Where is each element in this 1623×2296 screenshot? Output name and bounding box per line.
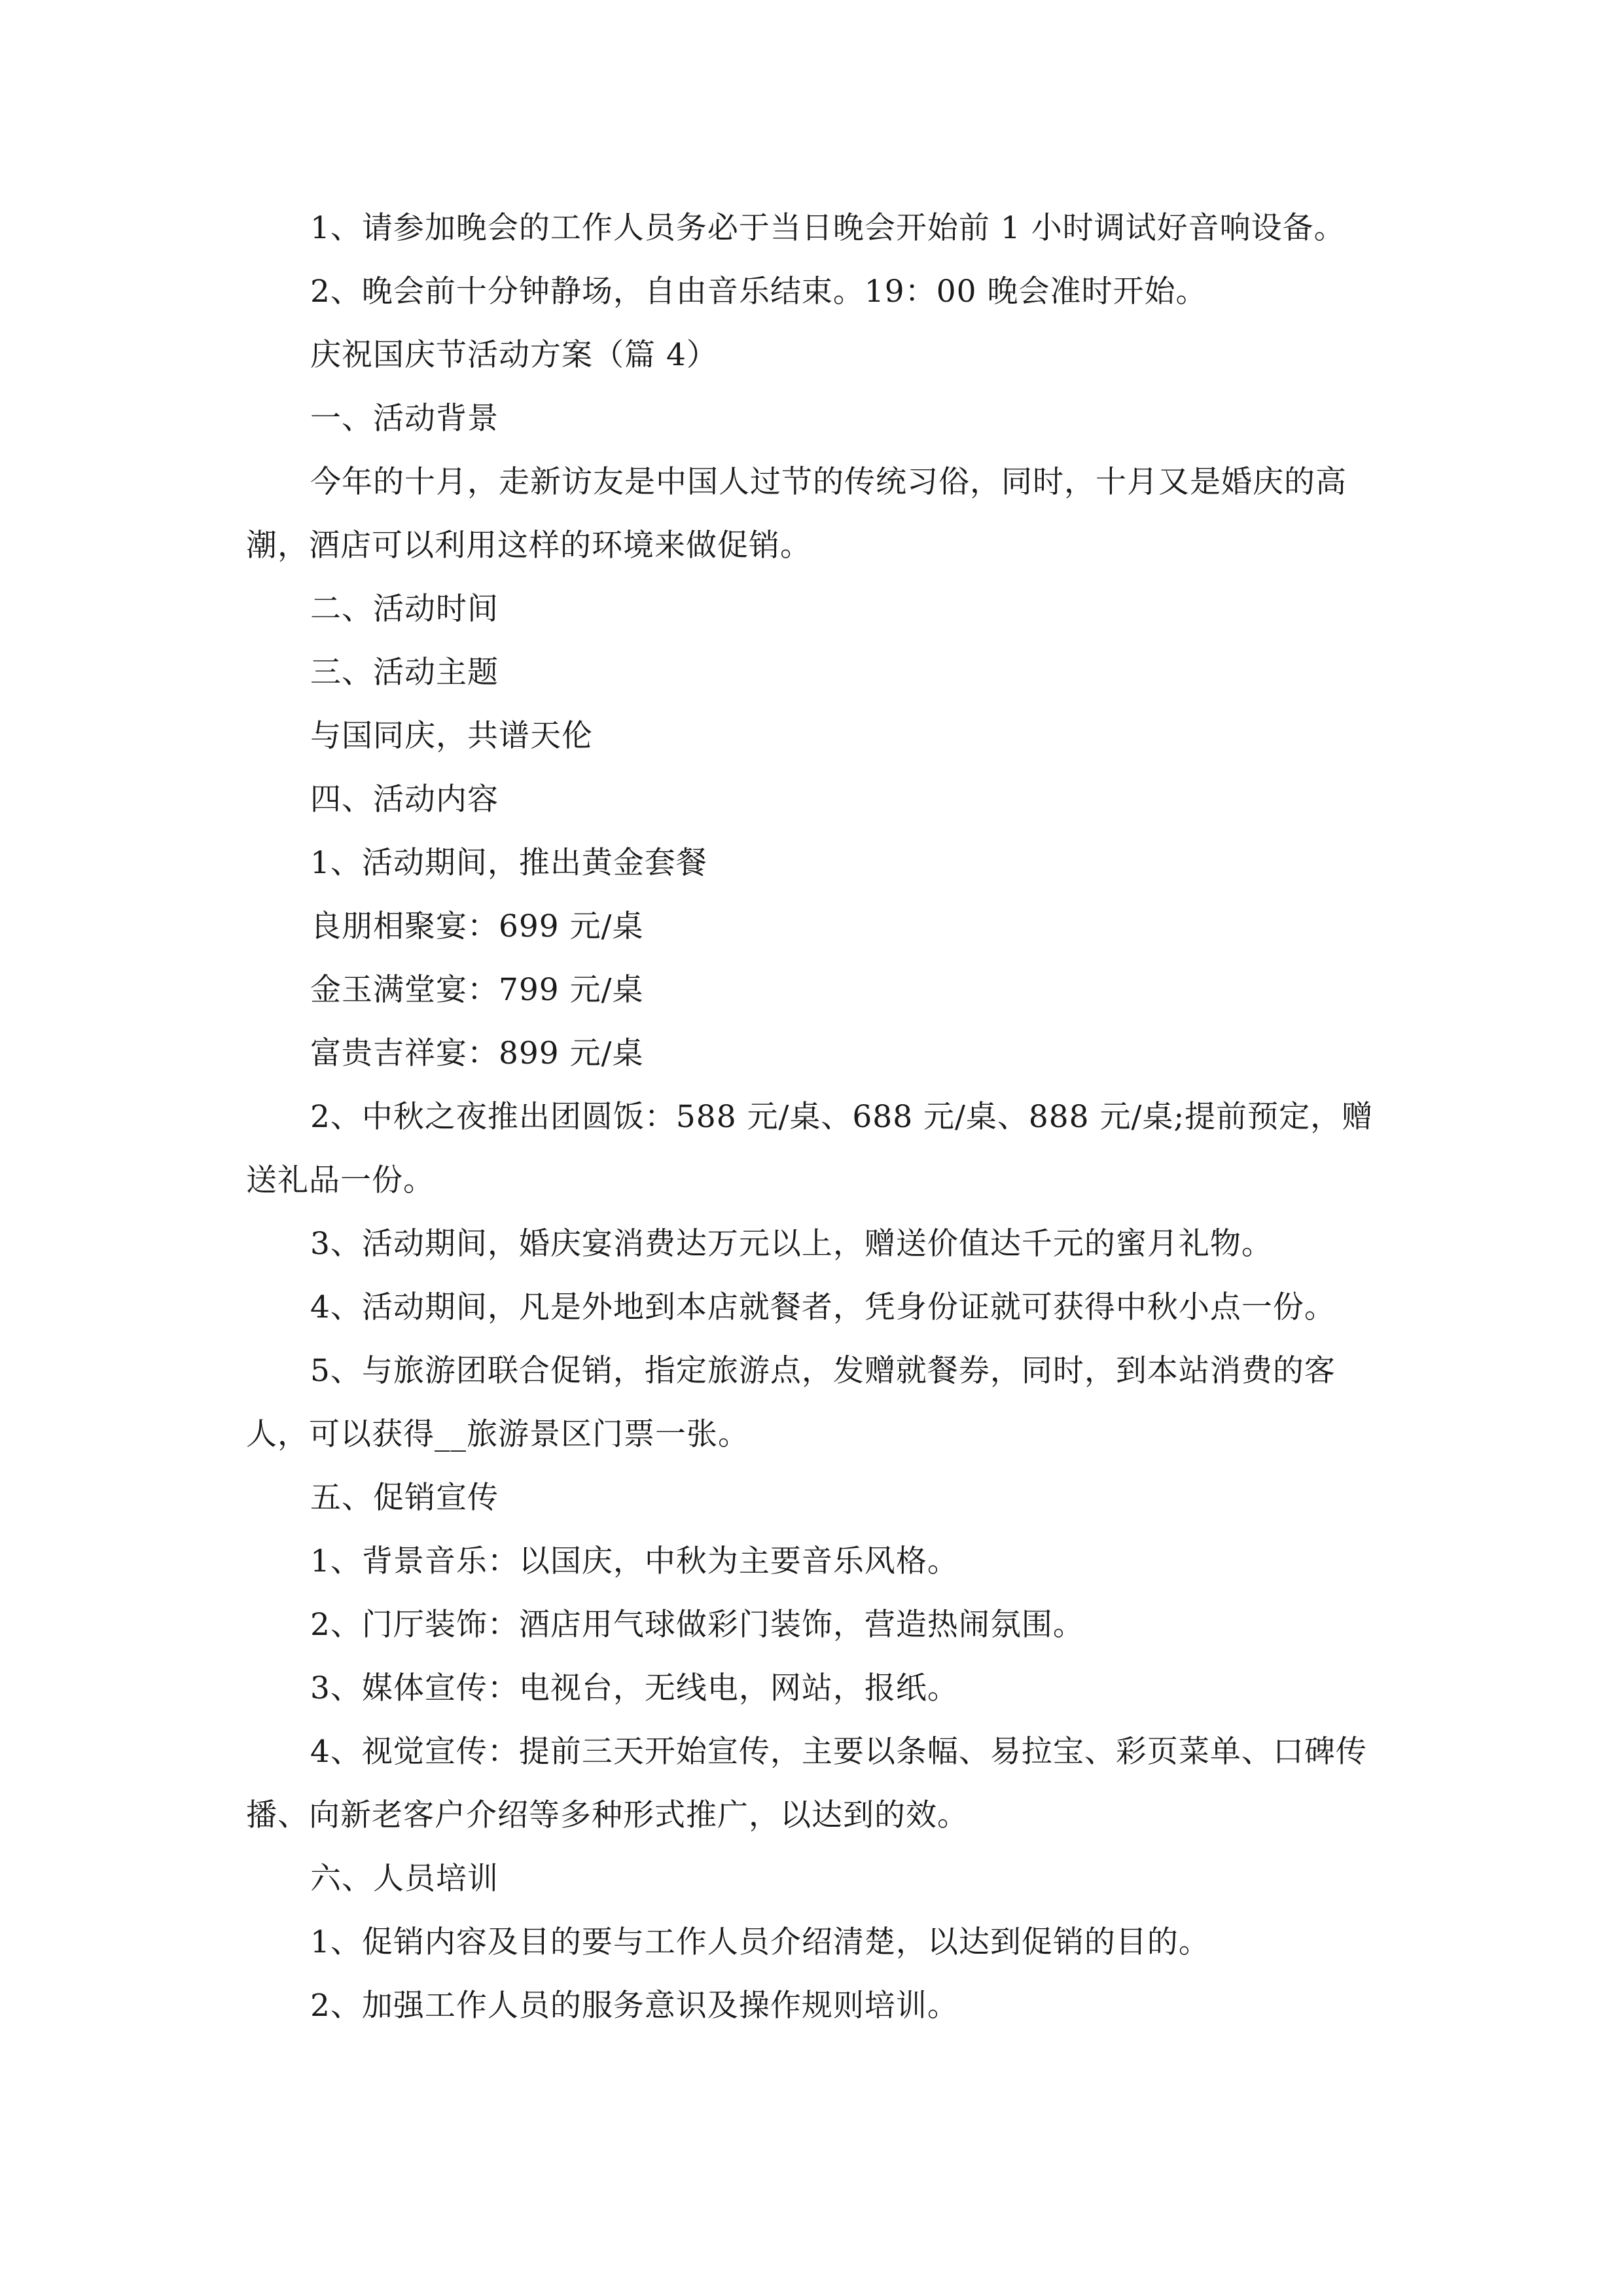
heading-theme: 三、活动主题: [310, 655, 499, 691]
paragraph-travel-promo: 5、与旅游团联合促销，指定旅游点，发赠就餐券，同时，到本站消费的客人，可以获得__旅游景区门票一张。: [246, 1353, 1336, 1452]
paragraph-equipment-check: 1、请参加晚会的工作人员务必于当日晚会开始前 1 小时调试好音响设备。: [310, 210, 1346, 246]
paragraph-background: 今年的十月，走新访友是中国人过节的传统习俗，同时，十月又是婚庆的高潮，酒店可以利用这样的环境来做促销。: [246, 464, 1347, 564]
paragraph-media: 3、媒体宣传：电视台，无线电，网站，报纸。: [310, 1670, 959, 1706]
paragraph-wedding-gift: 3、活动期间，婚庆宴消费达万元以上，赠送价值达千元的蜜月礼物。: [310, 1226, 1273, 1262]
heading-promotion: 五、促销宣传: [310, 1480, 499, 1516]
heading-time: 二、活动时间: [310, 591, 499, 627]
heading-content: 四、活动内容: [310, 781, 499, 817]
menu-item-jinyu: 金玉满堂宴：799 元/桌: [310, 972, 644, 1008]
menu-item-fugui: 富贵吉祥宴：899 元/桌: [310, 1035, 644, 1071]
heading-training: 六、人员培训: [310, 1861, 499, 1897]
paragraph-visual: 4、视觉宣传：提前三天开始宣传，主要以条幅、易拉宝、彩页菜单、口碑传播、向新老客户介绍等多种形式推广，以达到的效。: [246, 1734, 1367, 1833]
menu-item-liangpeng: 良朋相聚宴：699 元/桌: [310, 908, 644, 944]
paragraph-gold-package: 1、活动期间，推出黄金套餐: [310, 845, 707, 881]
paragraph-reunion-dinner: 2、中秋之夜推出团圆饭：588 元/桌、688 元/桌、888 元/桌;提前预定，赠送礼品一份。: [246, 1099, 1374, 1198]
paragraph-decoration: 2、门厅装饰：酒店用气球做彩门装饰，营造热闹氛围。: [310, 1607, 1084, 1643]
heading-background: 一、活动背景: [310, 401, 499, 437]
paragraph-training-content: 1、促销内容及目的要与工作人员介绍清楚，以达到促销的目的。: [310, 1924, 1210, 1960]
paragraph-training-service: 2、加强工作人员的服务意识及操作规则培训。: [310, 1988, 959, 2024]
paragraph-music: 1、背景音乐：以国庆，中秋为主要音乐风格。: [310, 1543, 959, 1579]
paragraph-theme: 与国同庆，共谱天伦: [310, 718, 593, 754]
paragraph-out-of-town: 4、活动期间，凡是外地到本店就餐者，凭身份证就可获得中秋小点一份。: [310, 1289, 1336, 1325]
section-title: 庆祝国庆节活动方案（篇 4）: [310, 337, 718, 373]
paragraph-start-time: 2、晚会前十分钟静场，自由音乐结束。19：00 晚会准时开始。: [310, 274, 1207, 310]
